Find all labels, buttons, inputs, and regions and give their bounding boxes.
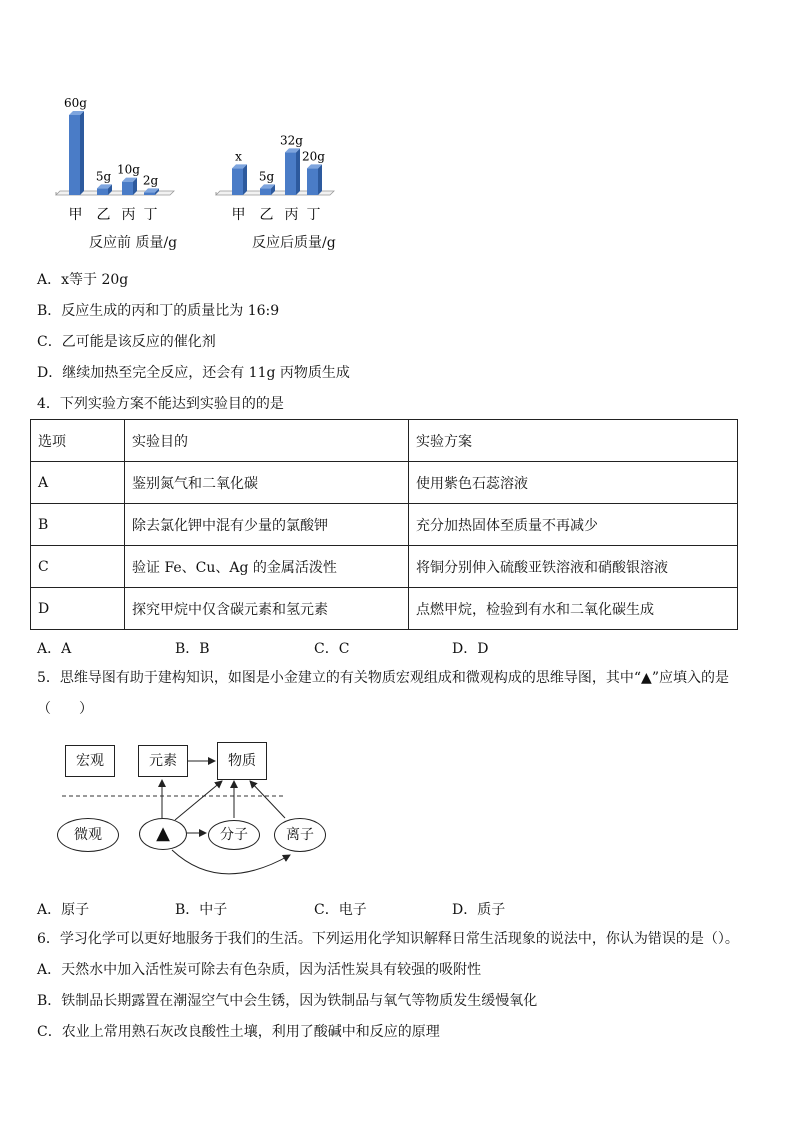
table-cell: 使用紫色石蕊溶液 (409, 462, 738, 504)
bar-data-label: 32g (280, 133, 303, 148)
arrow-triangle-to-ion-curve (172, 850, 290, 874)
bar-data-label: 10g (117, 162, 140, 177)
table-header-cell: 选项 (31, 420, 125, 462)
category-tick-label: 甲 (68, 207, 83, 223)
q4-option-a: A．A (37, 641, 72, 657)
bar-data-label: 2g (142, 173, 159, 188)
q5-options (37, 899, 505, 919)
q4-stem: 4．下列实验方案不能达到实验目的的是 (37, 396, 284, 412)
table-cell: 除去氯化钾中混有少量的氯酸钾 (125, 504, 409, 546)
category-tick-label: 乙 (96, 207, 111, 223)
q6-stem: 6．学习化学可以更好地服务于我们的生活。下列运用化学知识解释日常生活现象的说法中，你认为错误的是（）。 (37, 931, 739, 947)
table-header-cell: 实验方案 (409, 420, 738, 462)
q5-answer-paren: （ ） (37, 701, 93, 717)
table-cell: C (31, 546, 125, 588)
q6-option-a: A．天然水中加入活性炭可除去有色杂质，因为活性炭具有较强的吸附性 (37, 962, 482, 978)
chart-after-xlabel: 反应后质量/g (252, 235, 336, 251)
table-cell: D (31, 588, 125, 630)
q3-option-b: B．反应生成的丙和丁的质量比为 16:9 (37, 303, 280, 319)
mind-map-element-box: 元素 (138, 745, 188, 777)
q4-option-c: C．C (314, 641, 350, 657)
mind-map-substance-box: 物质 (217, 742, 267, 780)
q6-option-b: B．铁制品长期露置在潮湿空气中会生锈，因为铁制品与氧气等物质发生缓慢氧化 (37, 993, 538, 1009)
arrow-ion-to-substance (250, 781, 285, 818)
mind-map-triangle-ellipse: ▲ (139, 818, 187, 850)
bar-data-label: 20g (302, 149, 325, 164)
table-cell: 验证 Fe、Cu、Ag 的金属活泼性 (125, 546, 409, 588)
category-tick-label: 丙 (121, 207, 136, 223)
category-tick-label: 丁 (306, 207, 321, 223)
mind-map-ion-ellipse: 离子 (274, 818, 326, 852)
bar-data-label: 5g (95, 169, 112, 184)
mind-map-macro-box: 宏观 (65, 745, 115, 777)
q5-option-b: B．中子 (175, 902, 228, 918)
q5-stem: 5．思维导图有助于建构知识，如图是小金建立的有关物质宏观组成和微观构成的思维导图，其中“▲”应填入的是 (37, 670, 729, 686)
category-tick-label: 丁 (143, 207, 158, 223)
q5-option-a: A．原子 (37, 902, 90, 918)
bar-data-label: x (235, 149, 242, 164)
q4-option-d: D．D (452, 641, 489, 657)
table-cell: A (31, 462, 125, 504)
table-cell: B (31, 504, 125, 546)
q4-option-b: B．B (175, 641, 210, 657)
chart-before-xlabel: 反应前 质量/g (89, 235, 178, 251)
mind-map-molecule-ellipse: 分子 (208, 820, 260, 850)
q5-option-c: C．电子 (314, 902, 367, 918)
table-header-cell: 实验目的 (125, 420, 409, 462)
bar-data-label: 60g (64, 96, 87, 110)
table-cell: 鉴别氮气和二氧化碳 (125, 462, 409, 504)
arrow-triangle-to-substance (175, 781, 222, 820)
q3-option-a: A．x等于 20g (37, 272, 129, 288)
table-cell: 充分加热固体至质量不再减少 (409, 504, 738, 546)
table-cell: 点燃甲烷，检验到有水和二氧化碳生成 (409, 588, 738, 630)
category-tick-label: 乙 (259, 207, 274, 223)
q5-option-d: D．质子 (452, 902, 506, 918)
q3-option-c: C．乙可能是该反应的催化剂 (37, 334, 216, 350)
q6-option-c: C．农业上常用熟石灰改良酸性土壤，利用了酸碱中和反应的原理 (37, 1024, 440, 1040)
category-tick-label: 甲 (231, 207, 246, 223)
table-cell: 将铜分别伸入硫酸亚铁溶液和硝酸银溶液 (409, 546, 738, 588)
category-tick-label: 丙 (284, 207, 299, 223)
q3-option-d: D．继续加热至完全反应，还会有 11g 丙物质生成 (37, 365, 350, 381)
mind-map-micro-ellipse: 微观 (57, 818, 119, 852)
bar-data-label: 5g (258, 169, 275, 184)
table-cell: 探究甲烷中仅含碳元素和氢元素 (125, 588, 409, 630)
